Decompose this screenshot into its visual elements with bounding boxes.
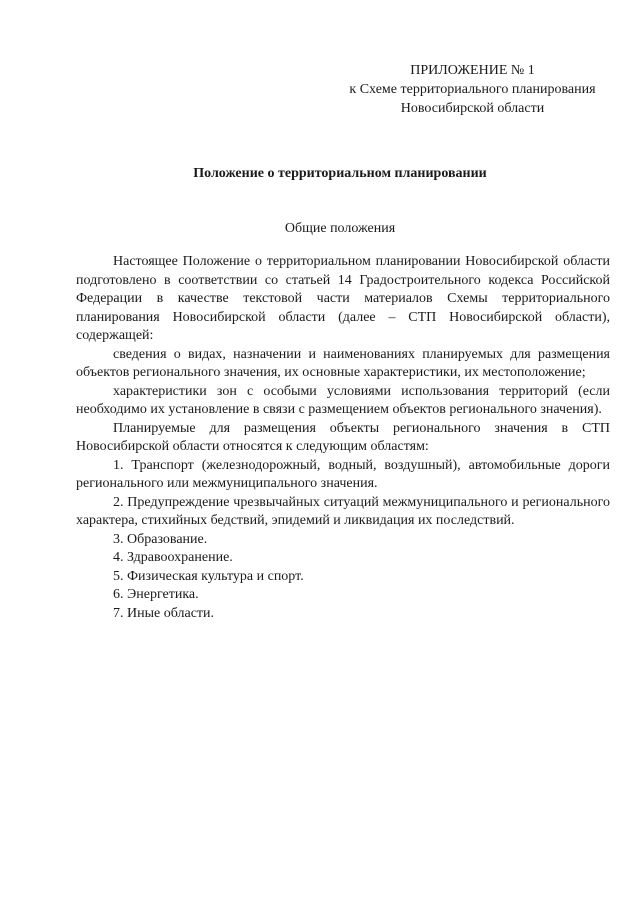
appendix-number: ПРИЛОЖЕНИЕ № 1 bbox=[410, 63, 535, 78]
list-item-transport: 1. Транспорт (железнодорожный, водный, воздушный), автомобильные дороги регионального или межмуниципального значения. bbox=[76, 457, 610, 491]
list-item-education: 3. Образование. bbox=[113, 531, 208, 547]
list-item-emergency: 2. Предупреждение чрезвычайных ситуаций межмуниципального и регионального характера, стихийных бедствий, эпидемий и ликвидация их последствий. bbox=[76, 494, 610, 528]
appendix-header bbox=[330, 61, 615, 118]
list-item-sport: 5. Физическая культура и спорт. bbox=[113, 568, 304, 584]
appendix-reference: к Схеме территориального планирования bbox=[349, 82, 596, 97]
paragraph-areas-intro: Планируемые для размещения объекты регионального значения в СТП Новосибирской области относятся к следующим областям: bbox=[76, 420, 610, 454]
section-heading: Общие положения bbox=[284, 221, 396, 236]
intro-paragraph: Настоящее Положение о территориальном планировании Новосибирской области подготовлено в соответствии со статьей 14 Градостроительного кодекса Российской Федерации в качестве текстовой части материалов Схемы территориального планирования Новосибирской области (далее – СТП Новосибирской области), содержащей: bbox=[76, 254, 610, 343]
list-item-other: 7. Иные области. bbox=[113, 605, 215, 621]
list-item-healthcare: 4. Здравоохранение. bbox=[113, 550, 233, 565]
document-title: Положение о территориальном планировании bbox=[193, 166, 487, 181]
list-item-energy: 6. Энергетика. bbox=[113, 587, 199, 602]
appendix-region: Новосибирской области bbox=[400, 101, 545, 116]
paragraph-objects-info: сведения о видах, назначении и наименованиях планируемых для размещения объектов регионального значения, их основные характеристики, их местоположение; bbox=[76, 346, 610, 380]
document-body bbox=[76, 253, 610, 623]
paragraph-zones: характеристики зон с особыми условиями использования территорий (если необходимо их установление в связи с размещением объектов регионального значения). bbox=[76, 383, 610, 417]
